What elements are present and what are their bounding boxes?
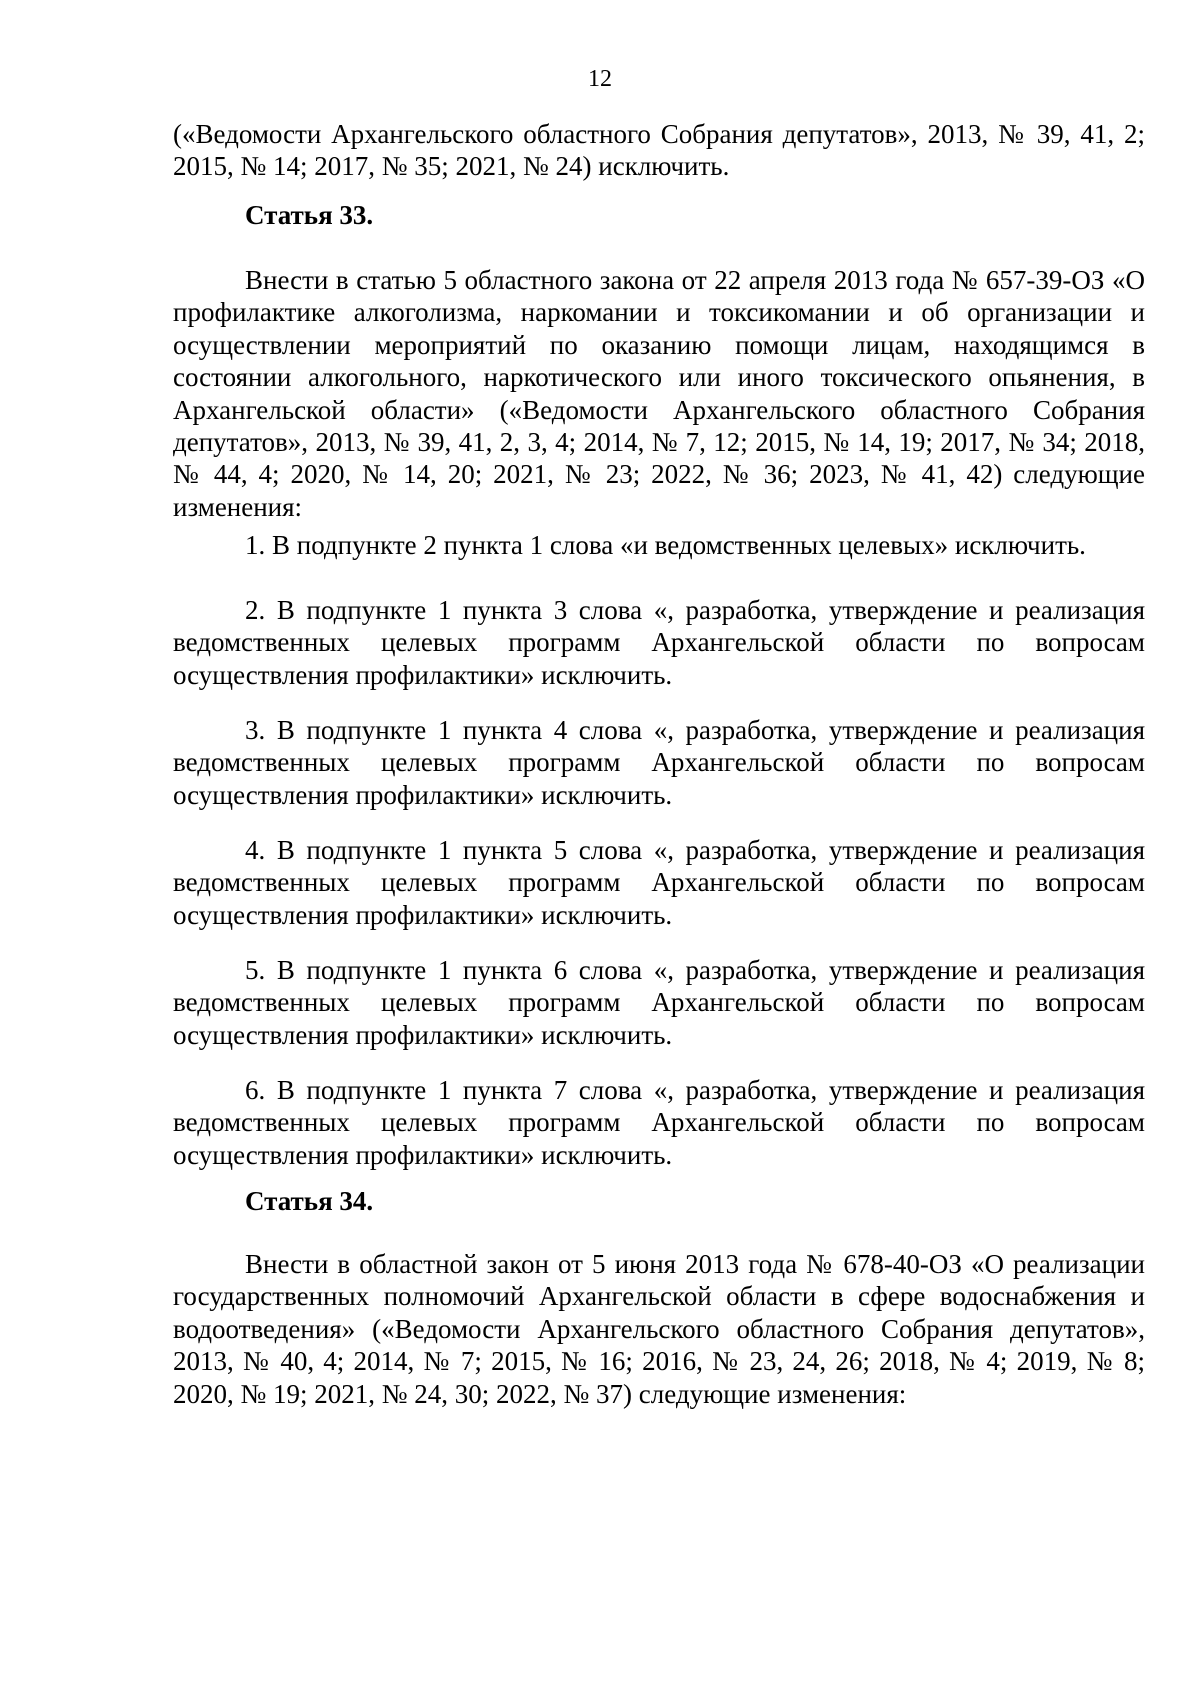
article-34-body: Внести в областной закон от 5 июня 2013 года № 678-40-ОЗ «О реализации государственных полномочий Архангельской области в сфере водоснабжения и водоотведения» («Ведомости Архангельского областного Собрания депутатов», 2013, № 40, 4; 2014, № 7; 2015, № 16; 2016, № 23, 24, 26; 2018, № 4; 2019, № 8; 2020, № 19; 2021, № 24, 30; 2022, № 37) следующие изменения: [173,1249,1145,1409]
article-33-item-3: 3. В подпункте 1 пункта 4 слова «, разработка, утверждение и реализация ведомственных целевых программ Архангельской области по вопросам осуществления профилактики» исключить. [173,715,1145,810]
page-number: 12 [588,66,612,92]
article-33-item-5: 5. В подпункте 1 пункта 6 слова «, разработка, утверждение и реализация ведомственных целевых программ Архангельской области по вопросам осуществления профилактики» исключить. [173,955,1145,1050]
article-33-heading: Статья 33. [245,200,374,230]
article-33-item-4: 4. В подпункте 1 пункта 5 слова «, разработка, утверждение и реализация ведомственных целевых программ Архангельской области по вопросам осуществления профилактики» исключить. [173,835,1145,930]
article-33-item-6: 6. В подпункте 1 пункта 7 слова «, разработка, утверждение и реализация ведомственных целевых программ Архангельской области по вопросам осуществления профилактики» исключить. [173,1075,1145,1170]
article-34-heading: Статья 34. [245,1186,374,1216]
intro-continuation: («Ведомости Архангельского областного Собрания депутатов», 2013, № 39, 41, 2; 2015, № 14; 2017, № 35; 2021, № 24) исключить. [173,119,1145,182]
article-33-item-2: 2. В подпункте 1 пункта 3 слова «, разработка, утверждение и реализация ведомственных целевых программ Архангельской области по вопросам осуществления профилактики» исключить. [173,595,1145,690]
article-33-item-1: 1. В подпункте 2 пункта 1 слова «и ведомственных целевых» исключить. [245,530,1086,560]
article-33-body: Внести в статью 5 областного закона от 22 апреля 2013 года № 657-39-ОЗ «О профилактике алкоголизма, наркомании и токсикомании и об организации и осуществлении мероприятий по оказанию помощи лицам, находящимся в состоянии алкогольного, наркотического или иного токсического опьянения, в Архангельской области» («Ведомости Архангельского областного Собрания депутатов», 2013, № 39, 41, 2, 3, 4; 2014, № 7, 12; 2015, № 14, 19; 2017, № 34; 2018, № 44, 4; 2020, № 14, 20; 2021, № 23; 2022, № 36; 2023, № 41, 42) следующие изменения: [173,265,1145,522]
